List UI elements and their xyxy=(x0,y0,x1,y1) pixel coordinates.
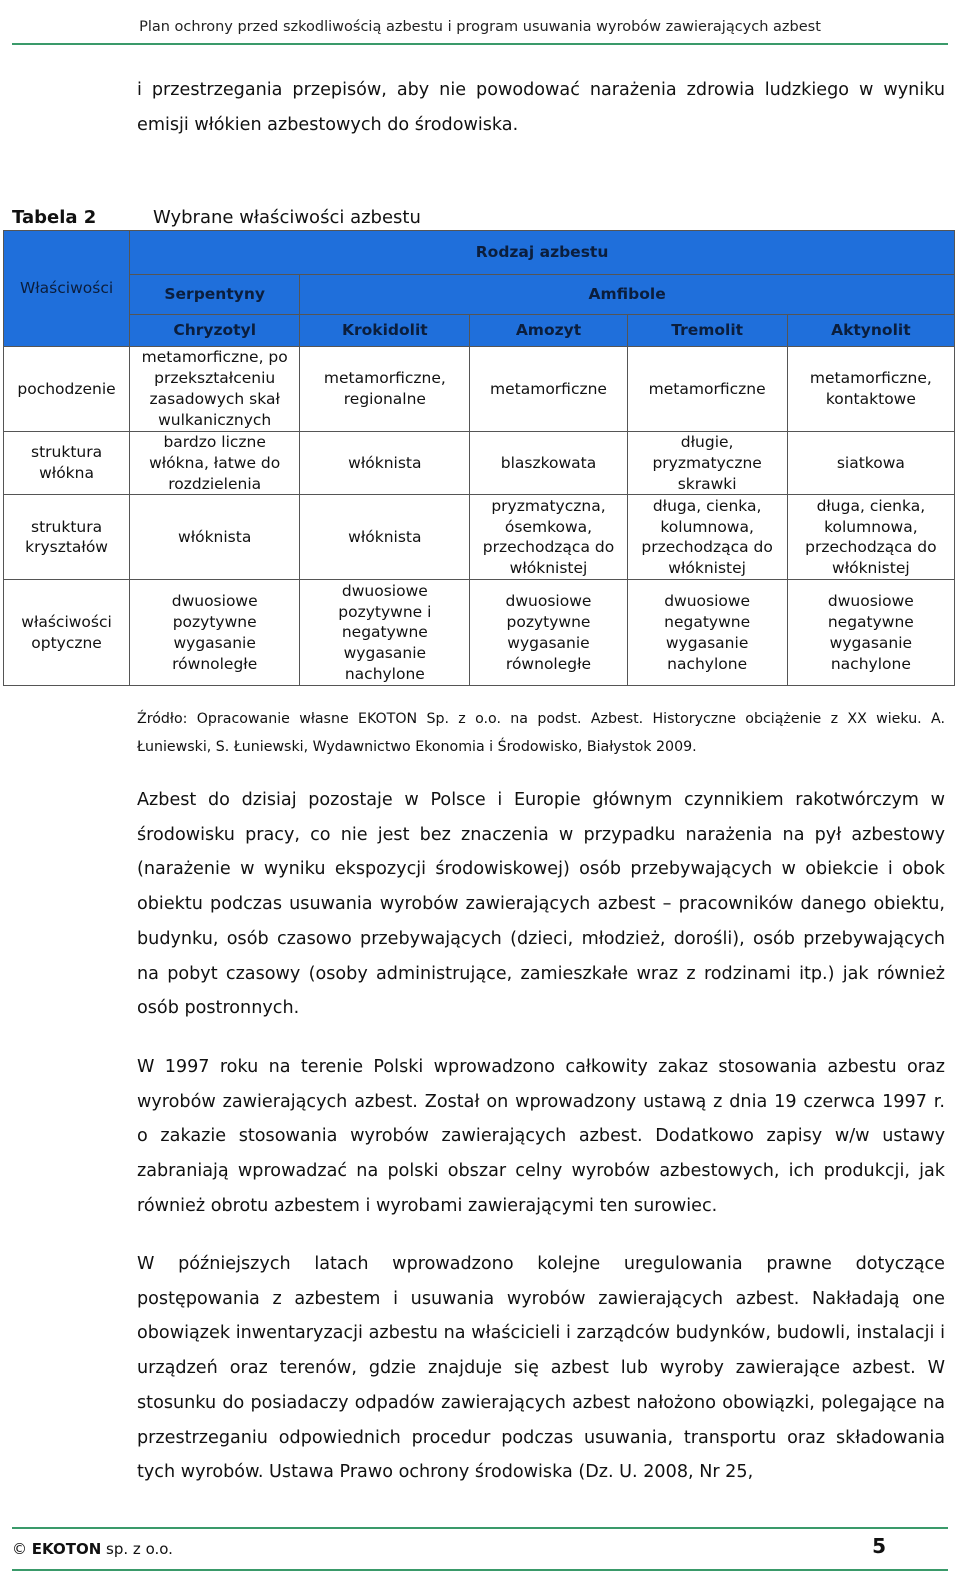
row-label: struktura włókna xyxy=(4,432,130,495)
table-cell: metamorficzne, po przekształceniu zasadowych skał wulkanicznych xyxy=(130,347,300,432)
header-serpentines: Serpentyny xyxy=(130,275,300,315)
header-properties: Właściwości xyxy=(4,231,130,347)
header-title: Plan ochrony przed szkodliwością azbestu i program usuwania wyrobów zawierających azbest xyxy=(139,19,821,35)
table-cell: metamorficzne xyxy=(470,347,627,432)
table-cell: długa, cienka, kolumnowa, przechodząca do włóknistej xyxy=(627,495,787,580)
company-suffix: sp. z o.o. xyxy=(101,1540,173,1558)
table-cell: dwuosiowe negatywne wygasanie nachylone xyxy=(627,580,787,686)
table-cell: dwuosiowe pozytywne wygasanie równoległe xyxy=(130,580,300,686)
table-cell: dwuosiowe negatywne wygasanie nachylone xyxy=(787,580,954,686)
header-col-aktynolit: Aktynolit xyxy=(787,315,954,347)
page-footer xyxy=(12,1527,948,1571)
footer-company xyxy=(12,1539,173,1559)
table-cell: włóknista xyxy=(300,495,470,580)
copyright-icon: © xyxy=(12,1540,27,1558)
table-caption xyxy=(12,205,912,231)
table-row xyxy=(4,495,955,580)
table-cell: metamorficzne, regionalne xyxy=(300,347,470,432)
table-cell: włóknista xyxy=(300,432,470,495)
intro-paragraph: i przestrzegania przepisów, aby nie powodować narażenia zdrowia ludzkiego w wyniku emisji włókien azbestowych do środowiska. xyxy=(137,80,945,135)
table-cell: metamorficzne xyxy=(627,347,787,432)
header-amphiboles: Amfibole xyxy=(300,275,955,315)
table-title: Wybrane właściwości azbestu xyxy=(153,207,421,228)
paragraph-3: W późniejszych latach wprowadzono kolejne uregulowania prawne dotyczące postępowania z azbestem i usuwania wyrobów zawierających azbest. Nakładają one obowiązek inwentaryzacji azbestu na właścicieli i zarządców budynków, budowli, instalacji i urządzeń oraz terenów, gdzie znajduje się azbest lub wyroby zawierające azbest. W stosunku do posiadaczy odpadów zawierających azbest nałożono obowiązki, polegające na przestrzeganiu odpowiednich procedur podczas usuwania, transportu oraz składowania tych wyrobów. Ustawa Prawo ochrony środowiska (Dz. U. 2008, Nr 25, xyxy=(137,1254,945,1483)
header-col-amozyt: Amozyt xyxy=(470,315,627,347)
row-label: właściwości optyczne xyxy=(4,580,130,686)
table-number: Tabela 2 xyxy=(12,207,97,228)
page-header xyxy=(12,0,948,45)
header-col-tremolit: Tremolit xyxy=(627,315,787,347)
asbestos-properties-table xyxy=(3,230,955,686)
table-row xyxy=(4,347,955,432)
table-source-note: Źródło: Opracowanie własne EKOTON Sp. z o.o. na podst. Azbest. Historyczne obciążenie z XX wieku. A. Łuniewski, S. Łuniewski, Wydawnictwo Ekonomia i Środowisko, Białystok 2009. xyxy=(137,711,945,755)
table-cell: pryzmatyczna, ósemkowa, przechodząca do włóknistej xyxy=(470,495,627,580)
table-cell: dwuosiowe pozytywne wygasanie równoległe xyxy=(470,580,627,686)
row-label: struktura kryształów xyxy=(4,495,130,580)
table-cell: włóknista xyxy=(130,495,300,580)
header-asbestos-type: Rodzaj azbestu xyxy=(130,231,955,275)
table-cell: metamorficzne, kontaktowe xyxy=(787,347,954,432)
page-number: 5 xyxy=(872,1534,886,1558)
table-cell: dwuosiowe pozytywne i negatywne wygasanie nachylone xyxy=(300,580,470,686)
table-row xyxy=(4,432,955,495)
table-row xyxy=(4,580,955,686)
header-col-chryzotyl: Chryzotyl xyxy=(130,315,300,347)
header-col-krokidolit: Krokidolit xyxy=(300,315,470,347)
table-cell: bardzo liczne włókna, łatwe do rozdzielenia xyxy=(130,432,300,495)
paragraph-2: W 1997 roku na terenie Polski wprowadzono całkowity zakaz stosowania azbestu oraz wyrobów zawierających azbest. Został on wprowadzony ustawą z dnia 19 czerwca 1997 r. o zakazie stosowania wyrobów zawierających azbest. Dodatkowo zapisy w/w ustawy zabraniają wprowadzać na polski obszar celny wyrobów azbestowych, ich produkcji, jak również obrotu azbestem i wyrobami zawierającymi ten surowiec. xyxy=(137,1057,945,1216)
company-name: EKOTON xyxy=(31,1540,102,1558)
table-cell: blaszkowata xyxy=(470,432,627,495)
row-label: pochodzenie xyxy=(4,347,130,432)
table-cell: długie, pryzmatyczne skrawki xyxy=(627,432,787,495)
table-cell: siatkowa xyxy=(787,432,954,495)
paragraph-1: Azbest do dzisiaj pozostaje w Polsce i Europie głównym czynnikiem rakotwórczym w środowisku pracy, co nie jest bez znaczenia w przypadku narażenia na pył azbestowy (narażenie w wyniku ekspozycji środowiskowej) osób przebywających w obiekcie i obok obiektu podczas usuwania wyrobów zawierających azbest – pracowników danego obiektu, budynku, osób czasowo przebywających (dzieci, młodzież, dorośli), osób przebywających na pobyt czasowy (osoby administrujące, zamieszkałe wraz z rodzinami itp.) jak również osób postronnych. xyxy=(137,790,945,1019)
table-cell: długa, cienka, kolumnowa, przechodząca do włóknistej xyxy=(787,495,954,580)
